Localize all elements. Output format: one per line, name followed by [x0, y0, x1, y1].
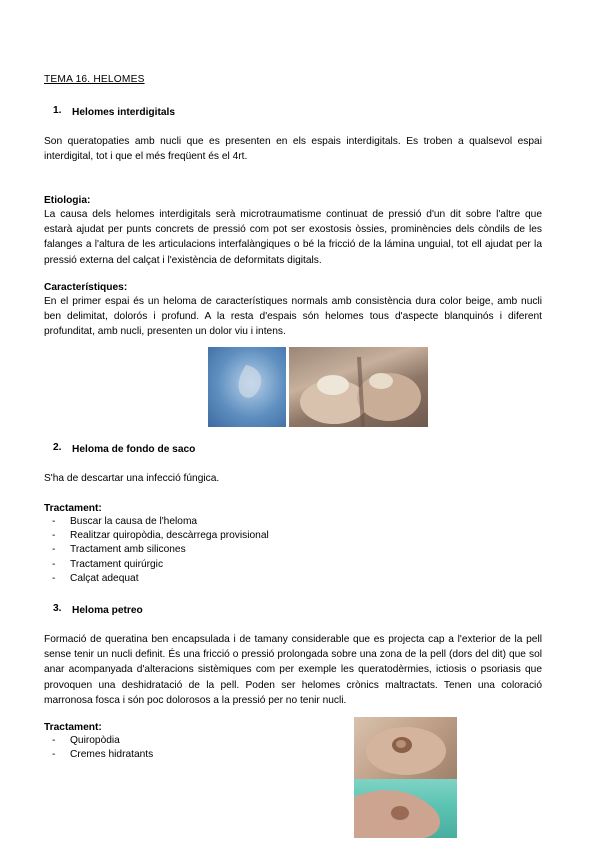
page-title: TEMA 16. HELOMES	[44, 74, 145, 85]
section-2-number: 2.	[53, 442, 62, 453]
blue-photo-shape	[208, 347, 286, 427]
section-3-number: 3.	[53, 603, 62, 614]
section-2-tractament-list	[44, 515, 269, 586]
interdigital-heloma-photo-toes	[289, 347, 428, 427]
section-1-heading: Helomes interdigitals	[72, 107, 176, 118]
list-item: - Cremes hidratants	[52, 749, 154, 761]
list-item: - Tractament amb silicones	[52, 544, 186, 556]
caracteristiques-label: Característiques:	[44, 282, 128, 293]
list-item: - Realitzar quiropòdia, descàrrega provisional	[52, 530, 269, 542]
interdigital-heloma-photo-blue	[208, 347, 286, 427]
section-1-intro: Son queratopaties amb nucli que es presenten en els espais interdigitals. Es troben a qualsevol espai interdigital, tot i que el més freqüent és el 4rt.	[44, 136, 542, 163]
section-3-tractament-list	[44, 734, 153, 762]
list-item: - Tractament quirúrgic	[52, 558, 164, 570]
list-item: - Calçat adequat	[52, 572, 139, 584]
section-2-heading: Heloma de fondo de saco	[72, 444, 196, 455]
section-2-tractament-label: Tractament:	[44, 503, 102, 514]
section-2-intro: S'ha de descartar una infecció fúngica.	[44, 473, 220, 484]
section-3-tractament-label: Tractament:	[44, 722, 102, 733]
section-3-heading: Heloma petreo	[72, 605, 143, 616]
petreo-heloma-photo-1	[354, 717, 457, 779]
section-1-number: 1.	[53, 105, 62, 116]
petreo-heloma-photo-2	[354, 779, 457, 838]
section-3-intro: Formació de queratina ben encapsulada i de tamany considerable que es projecta cap a l'exterior de la pell sense tenir un nucli definit. És una fricció o pressió prolongada sobre una zona de la pell (dors del dit) que sol anar acompanyada d'alteracions sistèmiques com per exemple les queratodèrmies, ictiosis o psoriasis que provoquen una deshidratació de la pell. Poden ser helomes crònics maltractats. Tenen una coloració marronosa fosca i són poc dolorosos a la pressió per no tenir nucli.	[44, 634, 542, 706]
petreo-photo-1-shape	[354, 717, 457, 779]
etiologia-text: La causa dels helomes interdigitals serà microtraumatisme continuat de pressió d'un dit sobre l'altre que estarà ajudat per punts concrets de pressió com pot ser exostosis òssies, prominències dels còndils de les falanges a l'altura de les articulacions interfalàngiques o bé la fricció de la lámina unguial, tot ell ajudat per la pressió externa del calçat i l'existència de deformitats digitals.	[44, 209, 542, 266]
caracteristiques-text: En el primer espai és un heloma de característiques normals amb consistència dura color beige, amb nucli ben delimitat, dolorós i profund. A la resta d'espais són helomes tous d'aspecte blanquinós i diferent profunditat, amb nucli, presenten un dolor viu i intens.	[44, 296, 542, 338]
etiologia-label: Etiologia:	[44, 195, 91, 206]
list-item: - Quiropòdia	[52, 735, 120, 746]
petreo-photo-2-shape	[354, 779, 457, 838]
toes-photo-shape	[289, 347, 428, 427]
list-item: - Buscar la causa de l'heloma	[52, 516, 198, 527]
